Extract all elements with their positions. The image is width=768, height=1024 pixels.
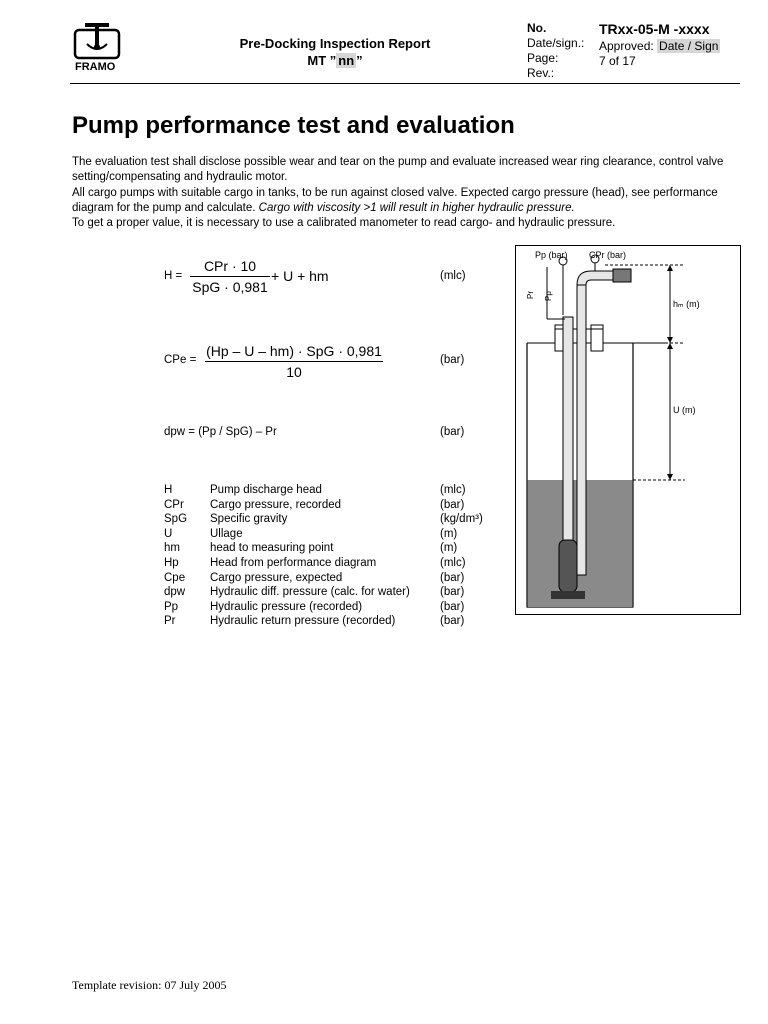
legend-symbol: Pp	[164, 600, 179, 613]
legend-symbol: hm	[164, 542, 180, 555]
legend-row	[164, 512, 483, 527]
pump-diagram	[515, 245, 741, 615]
legend-unit: (mlc)	[440, 556, 466, 569]
viscosity-note: Cargo with viscosity >1 will result in higher hydraulic pressure.	[258, 201, 575, 214]
formula-2-denominator: 10	[286, 364, 302, 380]
formula-2-unit: (bar)	[440, 354, 465, 366]
page-label: Page:	[527, 51, 559, 65]
legend-row	[164, 614, 483, 629]
formula-2-numerator: (Hp – U – hm) · SpG · 0,981	[206, 343, 382, 359]
legend-unit: (bar)	[440, 571, 465, 584]
report-title-text: Pre-Docking Inspection Report	[239, 36, 431, 51]
legend-symbol: Cpe	[164, 571, 186, 584]
legend-unit: (bar)	[440, 615, 465, 628]
legend-description: Head from performance diagram	[210, 556, 377, 569]
formula-3: dpw = (Pp / SpG) – Pr	[164, 426, 277, 438]
formula-1-numerator: CPr · 10	[203, 258, 257, 274]
pr-side-label: Pr	[526, 291, 535, 299]
formula-2-lhs: CPe =	[164, 354, 197, 366]
approved-field: Approved: Date / Sign	[599, 39, 719, 53]
header-divider	[70, 83, 740, 84]
logo-text: FRAMO	[75, 61, 116, 72]
hm-label: hₘ (m)	[673, 299, 700, 309]
vessel-name-placeholder: nn	[338, 53, 355, 68]
page-heading: Pump performance test and evaluation	[72, 112, 515, 139]
legend-row	[164, 483, 483, 498]
legend-unit: (mlc)	[440, 484, 466, 496]
legend-description: Pump discharge head	[210, 484, 322, 496]
legend-description: Hydraulic return pressure (recorded)	[210, 615, 396, 628]
legend-symbol: U	[164, 527, 173, 540]
formula-1-unit: (mlc)	[440, 270, 466, 282]
report-subtitle: MT ” nn ”	[307, 53, 363, 68]
pump-foot	[551, 591, 585, 599]
page-value: 7 of 17	[599, 54, 636, 68]
legend-symbol: SpG	[164, 513, 188, 526]
pump-body	[559, 540, 577, 592]
formula-2-fraction-bar	[205, 361, 383, 362]
legend-unit: (bar)	[440, 586, 465, 599]
pp-side-label: Pp	[544, 291, 553, 301]
legend-description: Cargo pressure, expected	[210, 571, 343, 584]
legend-unit: (bar)	[440, 600, 465, 613]
legend-symbol: H	[164, 484, 173, 496]
legend-description: Hydraulic pressure (recorded)	[210, 600, 363, 613]
legend-symbol: Pr	[164, 615, 176, 628]
paragraph-1: The evaluation test shall disclose possible wear and tear on the pump and evaluate increased wear ring clearance, control valve setting/compensating and hydraulic motor.	[72, 156, 724, 184]
legend-description: head to measuring point	[210, 542, 334, 555]
document-number: TRxx-05-M -xxxx	[599, 21, 710, 37]
date-sign-label: Date/sign.:	[527, 36, 585, 50]
cpr-bar-label: CPr (bar)	[589, 250, 627, 260]
legend-unit: (m)	[440, 542, 458, 555]
legend-unit: (kg/dm³)	[440, 513, 483, 526]
legend-row	[164, 527, 483, 542]
intro-text	[72, 155, 732, 231]
legend-row	[164, 585, 483, 600]
formula-1-tail: + U + hm	[271, 268, 329, 284]
formula-1-denominator: SpG · 0,981	[192, 279, 268, 295]
approved-value: Date / Sign	[659, 39, 719, 53]
pp-bar-label: Pp (bar)	[535, 250, 568, 260]
legend-description: Cargo pressure, recorded	[210, 498, 342, 511]
no-label: No.	[527, 21, 547, 35]
rev-label: Rev.:	[527, 66, 555, 80]
formula-3-unit: (bar)	[440, 426, 465, 438]
legend-description: Ullage	[210, 527, 243, 540]
framo-logo	[72, 20, 124, 72]
paragraph-3: To get a proper value, it is necessary to use a calibrated manometer to read cargo- and hydraulic pressure.	[72, 217, 616, 230]
discharge-valve	[613, 269, 631, 282]
template-revision: Template revision: 07 July 2005	[72, 978, 227, 992]
legend-row	[164, 556, 483, 571]
pump-column	[563, 317, 573, 557]
legend-unit: (bar)	[440, 498, 465, 511]
legend-symbol: Hp	[164, 556, 179, 569]
legend-row	[164, 600, 483, 615]
symbol-legend-table	[164, 483, 483, 629]
legend-unit: (m)	[440, 527, 458, 540]
legend-description: Specific gravity	[210, 513, 288, 526]
legend-row	[164, 571, 483, 586]
discharge-pipe	[577, 285, 586, 575]
legend-description: Hydraulic diff. pressure (calc. for water)	[210, 586, 410, 599]
legend-row	[164, 498, 483, 513]
legend-symbol: CPr	[164, 498, 184, 511]
report-title	[190, 35, 480, 69]
formula-1-lhs: H =	[164, 270, 183, 282]
paragraph-2: All cargo pumps with suitable cargo in tanks, to be run against closed valve. Expected cargo pressure (head), see performance diagram for the pump and calculate. Cargo with viscosity >1 will result in higher hydraulic pressure.	[72, 186, 718, 214]
legend-row	[164, 541, 483, 556]
formula-1-fraction-bar	[190, 276, 270, 277]
legend-symbol: dpw	[164, 586, 186, 599]
u-label: U (m)	[673, 405, 696, 415]
